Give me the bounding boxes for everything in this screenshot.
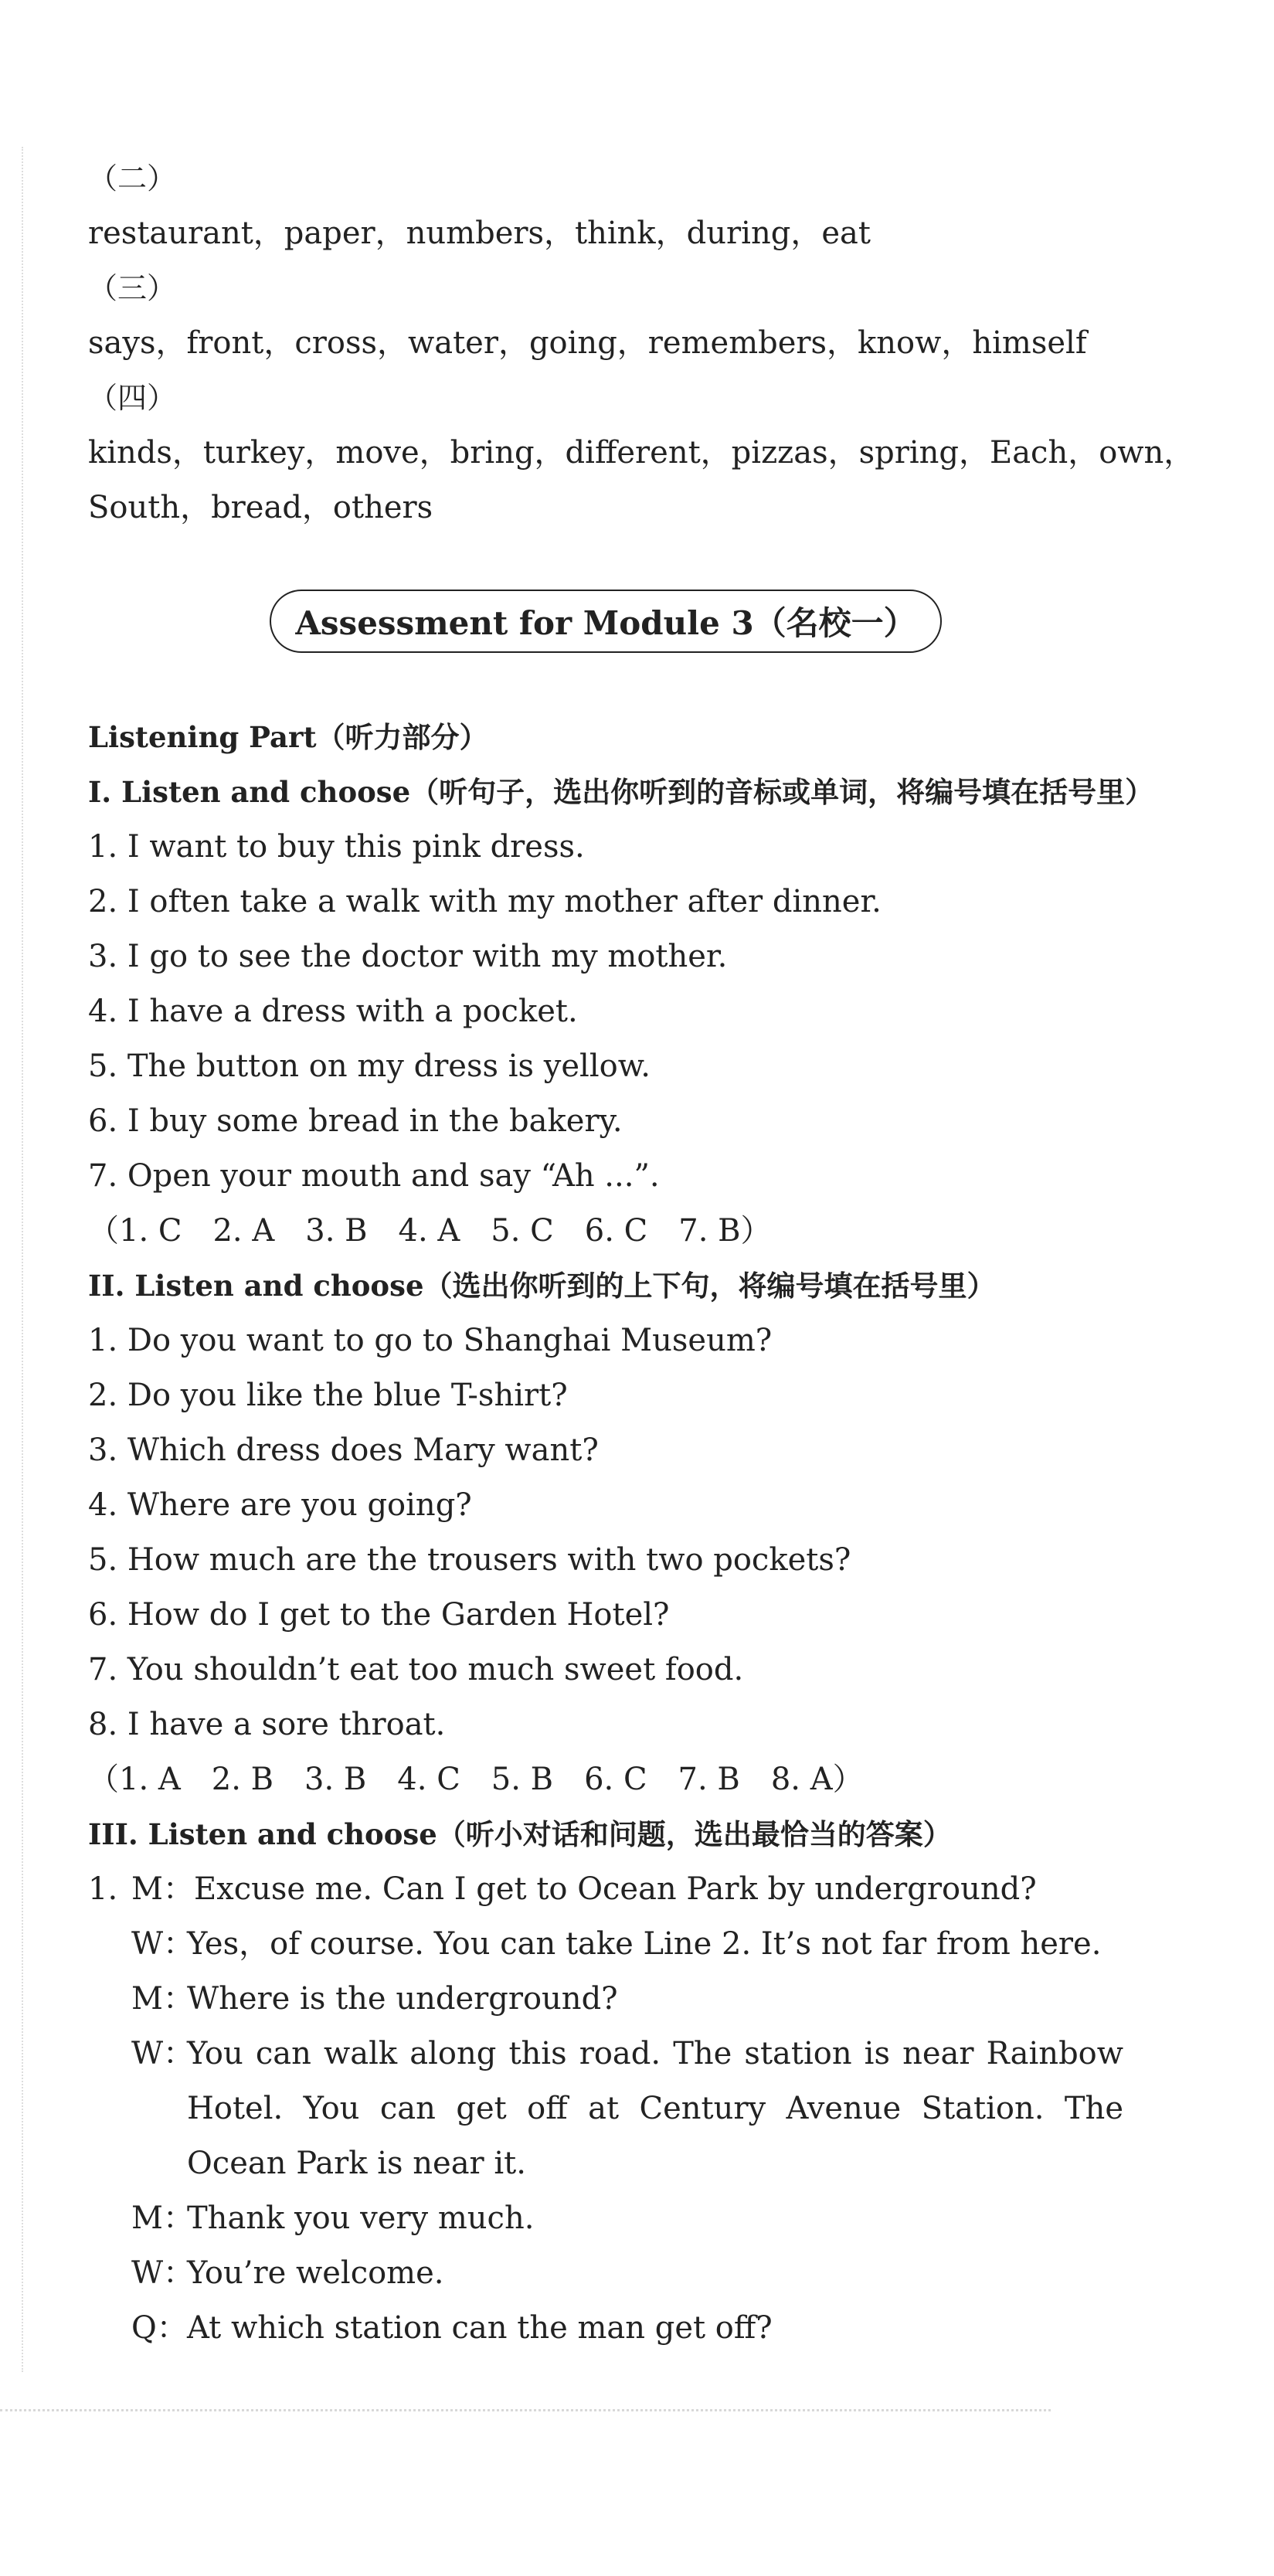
section-2-head: （二） — [88, 161, 177, 195]
dialogue-number: 1. — [88, 1871, 118, 1907]
part-1-item: 5. The button on my dress is yellow. — [88, 1048, 651, 1084]
answer-content — [88, 151, 1195, 2356]
part-1-item: 7. Open your mouth and say “Ah ...”. — [88, 1158, 660, 1194]
part-1-item: 6. I buy some bread in the bakery. — [88, 1103, 623, 1139]
part-1-heading: I. Listen and choose（听句子，选出你听到的音标或单词，将编号填在括号里） — [88, 775, 1154, 809]
part-2-item: 8. I have a sore throat. — [88, 1707, 446, 1742]
part-1-item: 1. I want to buy this pink dress. — [88, 829, 585, 865]
section-2-words: restaurant，paper，numbers，think，during，eat — [88, 216, 871, 251]
dialogue-line — [88, 2246, 1123, 2301]
section-3-head: （三） — [88, 271, 177, 305]
section-3-words: says，front，cross，water，going，remembers，know，himself — [88, 325, 1087, 361]
dialogue-speaker: M： — [131, 1871, 194, 1907]
dialogue-speaker: Q： — [131, 2310, 188, 2346]
dialogue-speaker: M： — [131, 1981, 194, 2017]
dialogue-text: Thank you very much. — [187, 2200, 535, 2236]
part-2-item: 2. Do you like the blue T-shirt? — [88, 1378, 568, 1413]
dialogue-text: Excuse me. Can I get to Ocean Park by underground? — [193, 1871, 1037, 1907]
part-2-item: 4. Where are you going? — [88, 1487, 472, 1523]
part-2-item: 1. Do you want to go to Shanghai Museum? — [88, 1323, 773, 1358]
part-1-item: 2. I often take a walk with my mother after dinner. — [88, 884, 882, 919]
dialogue-line — [88, 1972, 1123, 2027]
dialogue-text: You’re welcome. — [187, 2255, 444, 2291]
dialogue-line — [88, 2027, 1123, 2191]
dialogue-text: At which station can the man get off? — [187, 2310, 773, 2346]
dialogue-text: Yes，of course. You can take Line 2. It’s not far from here. — [187, 1926, 1102, 1962]
dialogue-speaker: W： — [131, 2255, 195, 2291]
part-2-item: 7. You shouldn’t eat too much sweet food. — [88, 1652, 744, 1687]
part-2-answers: （1. A 2. B 3. B 4. C 5. B 6. C 7. B 8. A） — [88, 1762, 864, 1797]
part-2-item: 3. Which dress does Mary want? — [88, 1432, 599, 1468]
dialogue-line — [88, 2301, 1123, 2356]
dialogue-speaker: W： — [131, 1926, 195, 1962]
assessment-title: Assessment for Module 3（名校一） — [270, 590, 942, 653]
dialogue-text: You can walk along this road. The station is near Rainbow Hotel. You can get off at Century Avenue Station. The Ocean Park is near it. — [187, 2036, 1123, 2181]
assessment-title-wrap — [88, 563, 1123, 679]
part-3-heading: III. Listen and choose（听小对话和问题，选出最恰当的答案） — [88, 1817, 952, 1851]
section-4-words-line-1: kinds，turkey，move，bring，different，pizzas，spring，Each，own， — [88, 435, 1195, 471]
page-bottom-dotted-line — [0, 2409, 1051, 2411]
part-1-answers: （1. C 2. A 3. B 4. A 5. C 6. C 7. B） — [88, 1213, 772, 1249]
dialogue-text: Where is the underground? — [187, 1981, 618, 2017]
binding-margin-line — [22, 147, 23, 2372]
listening-part-heading: Listening Part（听力部分） — [88, 720, 488, 754]
part-2-item: 5. How much are the trousers with two pockets? — [88, 1542, 851, 1578]
dialogue-speaker: W： — [131, 2036, 195, 2071]
part-2-item: 6. How do I get to the Garden Hotel? — [88, 1597, 670, 1633]
part-2-heading: II. Listen and choose（选出你听到的上下句，将编号填在括号里） — [88, 1269, 996, 1303]
dialogue-line — [88, 1862, 1123, 1917]
part-1-item: 4. I have a dress with a pocket. — [88, 994, 578, 1029]
dialogue-line — [88, 1917, 1123, 1972]
part-1-item: 3. I go to see the doctor with my mother. — [88, 939, 728, 974]
section-4-head: （四） — [88, 381, 177, 415]
section-4-words-line-2: South，bread，others — [88, 490, 433, 525]
dialogue-line — [88, 2191, 1123, 2246]
dialogue-speaker: M： — [131, 2200, 194, 2236]
